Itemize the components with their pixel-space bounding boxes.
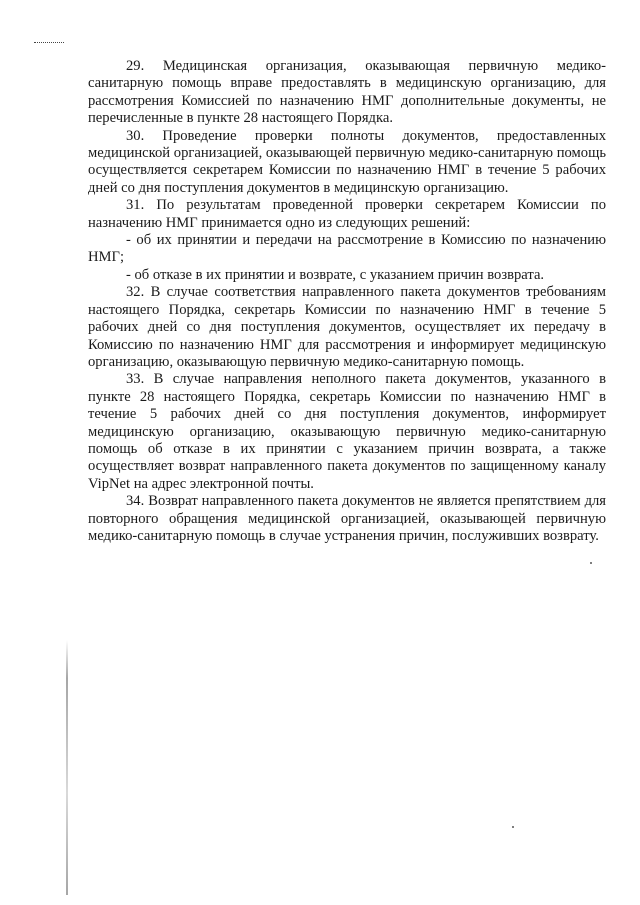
scan-corner-mark [34, 42, 64, 47]
paragraph-31-option-accept: - об их принятии и передачи на рассмотрение в Комиссию по назначению НМГ; [88, 232, 606, 266]
paragraph-34: 34. Возврат направленного пакета документов не является препятствием для повторного обращения медицинской организацией, оказывающей первичную медико-санитарную помощь в случае устранения причин, послуживших возврату. [88, 493, 606, 544]
paragraph-31-option-reject: - об отказе в их принятии и возврате, с указанием причин возврата. [126, 266, 545, 283]
scan-speck [512, 826, 514, 828]
paragraph-30: 30. Проведение проверки полноты документов, предоставленных медицинской организацией, оказывающей первичную медико-санитарную помощь осуществляется секретарем Комиссии по назначению НМГ в течение 5 рабочих дней со дня поступления документов в медицинскую организацию. [88, 127, 606, 196]
paragraph-33: 33. В случае направления неполного пакета документов, указанного в пункте 28 настоящего Порядка, секретарь Комиссии по назначению НМГ в течение 5 рабочих дней со дня поступления документов, информирует медицинскую организацию, оказывающую первичную медико-санитарную помощь об отказе в их принятии с указанием причин возврата, а также осуществляет возврат направленного пакета документов по защищенному каналу VipNet на адрес электронной почты. [88, 371, 606, 492]
paragraph-31: 31. По результатам проведенной проверки секретарем Комиссии по назначению НМГ принимается одно из следующих решений: [88, 197, 606, 231]
paragraph-32: 32. В случае соответствия направленного пакета документов требованиям настоящего Порядка, секретарь Комиссии по назначению НМГ в течение 5 рабочих дней со дня поступления документов, осуществляет их передачу в Комиссию по назначению НМГ для рассмотрения и информирует медицинскую организацию, оказывающую первичную медико-санитарную помощь. [88, 284, 606, 370]
paragraph-29: 29. Медицинская организация, оказывающая первичную медико-санитарную помощь вправе предоставлять в медицинскую организацию, для рассмотрения Комиссией по назначению НМГ дополнительные документы, не перечисленные в пункте 28 настоящего Порядка. [88, 58, 606, 127]
scan-edge-line [66, 640, 68, 895]
document-body [88, 58, 606, 545]
scan-speck [590, 562, 592, 564]
